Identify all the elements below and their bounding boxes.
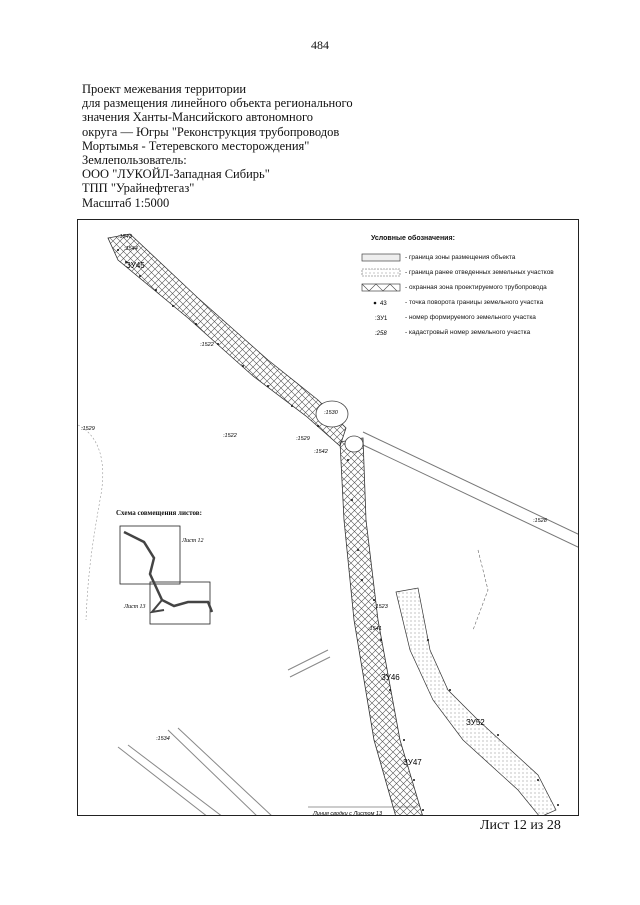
legend-text: - граница ранее отведенных земельных участков (405, 269, 554, 276)
cadastral-label: :1530 (324, 410, 338, 416)
header-line: ТПП "Урайнефтегаз" (82, 181, 195, 196)
header-line: Масштаб 1:5000 (82, 195, 170, 210)
cadastral-label: :1534 (156, 736, 170, 742)
cadastral-label: :1529 (296, 436, 310, 442)
legend-item (361, 267, 576, 282)
legend-text: - номер формируемого земельного участка (405, 314, 536, 321)
scheme-overview (120, 526, 212, 624)
road-line (128, 745, 223, 816)
header-line: Мортымья - Тетеревского месторождения" (82, 138, 310, 153)
legend-item (361, 252, 576, 267)
header-line: округа — Югры "Реконструкция трубопроводов (82, 124, 340, 139)
cadastral-label: :1522 (223, 433, 237, 439)
scheme-sheet12-label: Лист 12 (182, 538, 204, 544)
cadastral-label: :1528 (533, 518, 547, 524)
boundary-line (473, 550, 488, 630)
cadastral-label: :1529 (81, 426, 95, 432)
legend (361, 235, 576, 342)
legend-item (361, 297, 576, 312)
road-line (168, 730, 258, 816)
formed-parcel-number-icon (361, 313, 401, 322)
scheme-title: Схема совмещения листов: (116, 509, 202, 517)
document-header (82, 82, 353, 210)
legend-title: Условные обозначения: (371, 235, 455, 242)
legend-text: - охранная зона проектируемого трубопровода (405, 284, 547, 291)
legend-text: - кадастровый номер земельного участка (405, 329, 531, 336)
sheet-counter: Лист 12 из 28 (480, 818, 561, 833)
legend-item (361, 312, 576, 327)
legend-text: - граница зоны размещения объекта (405, 254, 516, 261)
legend-item (361, 327, 576, 342)
stream-line (78, 425, 103, 620)
header-line: значения Ханты-Мансийского автономного (82, 110, 314, 125)
cadastral-label: :1544 (124, 246, 138, 252)
parcel-label: ЗУ45 (126, 261, 145, 270)
legend-text: - точка поворота границы земельного участка (405, 299, 544, 306)
prev-parcel-boundary-icon (361, 268, 401, 277)
road-line (178, 728, 273, 816)
cadastral-number-icon (361, 328, 401, 337)
scheme-route (152, 600, 164, 612)
parcel-label: ЗУ46 (381, 673, 400, 682)
svg-text::ЗУ1: :ЗУ1 (375, 316, 388, 322)
header-line: Проект межевания территории (82, 82, 247, 96)
cadastral-label: :1523 (374, 604, 388, 610)
sheet-join-label: Линия сводки с Листом 13 (313, 811, 383, 817)
junction-area (345, 436, 363, 452)
page-number: 484 (311, 38, 329, 52)
parcel-label: ЗУ52 (466, 718, 485, 727)
protection-zone-icon (361, 283, 401, 292)
zone-boundary-icon (361, 253, 401, 262)
cadastral-label: :1522 (200, 342, 214, 348)
cadastral-label: :1541 (368, 626, 382, 632)
road-line (118, 747, 208, 816)
stream-line (288, 650, 328, 670)
parcel-label: ЗУ47 (403, 758, 422, 767)
turn-point-icon (361, 298, 401, 307)
cadastral-label: :1542 (314, 449, 328, 455)
legend-item (361, 282, 576, 297)
stream-line (290, 657, 330, 677)
scheme-sheet13-label: Лист 13 (124, 604, 146, 610)
svg-text:43: 43 (380, 301, 387, 307)
cadastral-label: :1543 (118, 234, 132, 240)
header-line: ООО "ЛУКОЙЛ-Западная Сибирь" (82, 167, 270, 182)
svg-text::258: :258 (375, 331, 387, 337)
header-line: Землепользователь: (82, 153, 187, 168)
scheme-route (124, 532, 212, 612)
header-line: для размещения линейного объекта регионального (82, 96, 353, 111)
road-corridor (361, 444, 579, 548)
map-frame (77, 219, 579, 816)
